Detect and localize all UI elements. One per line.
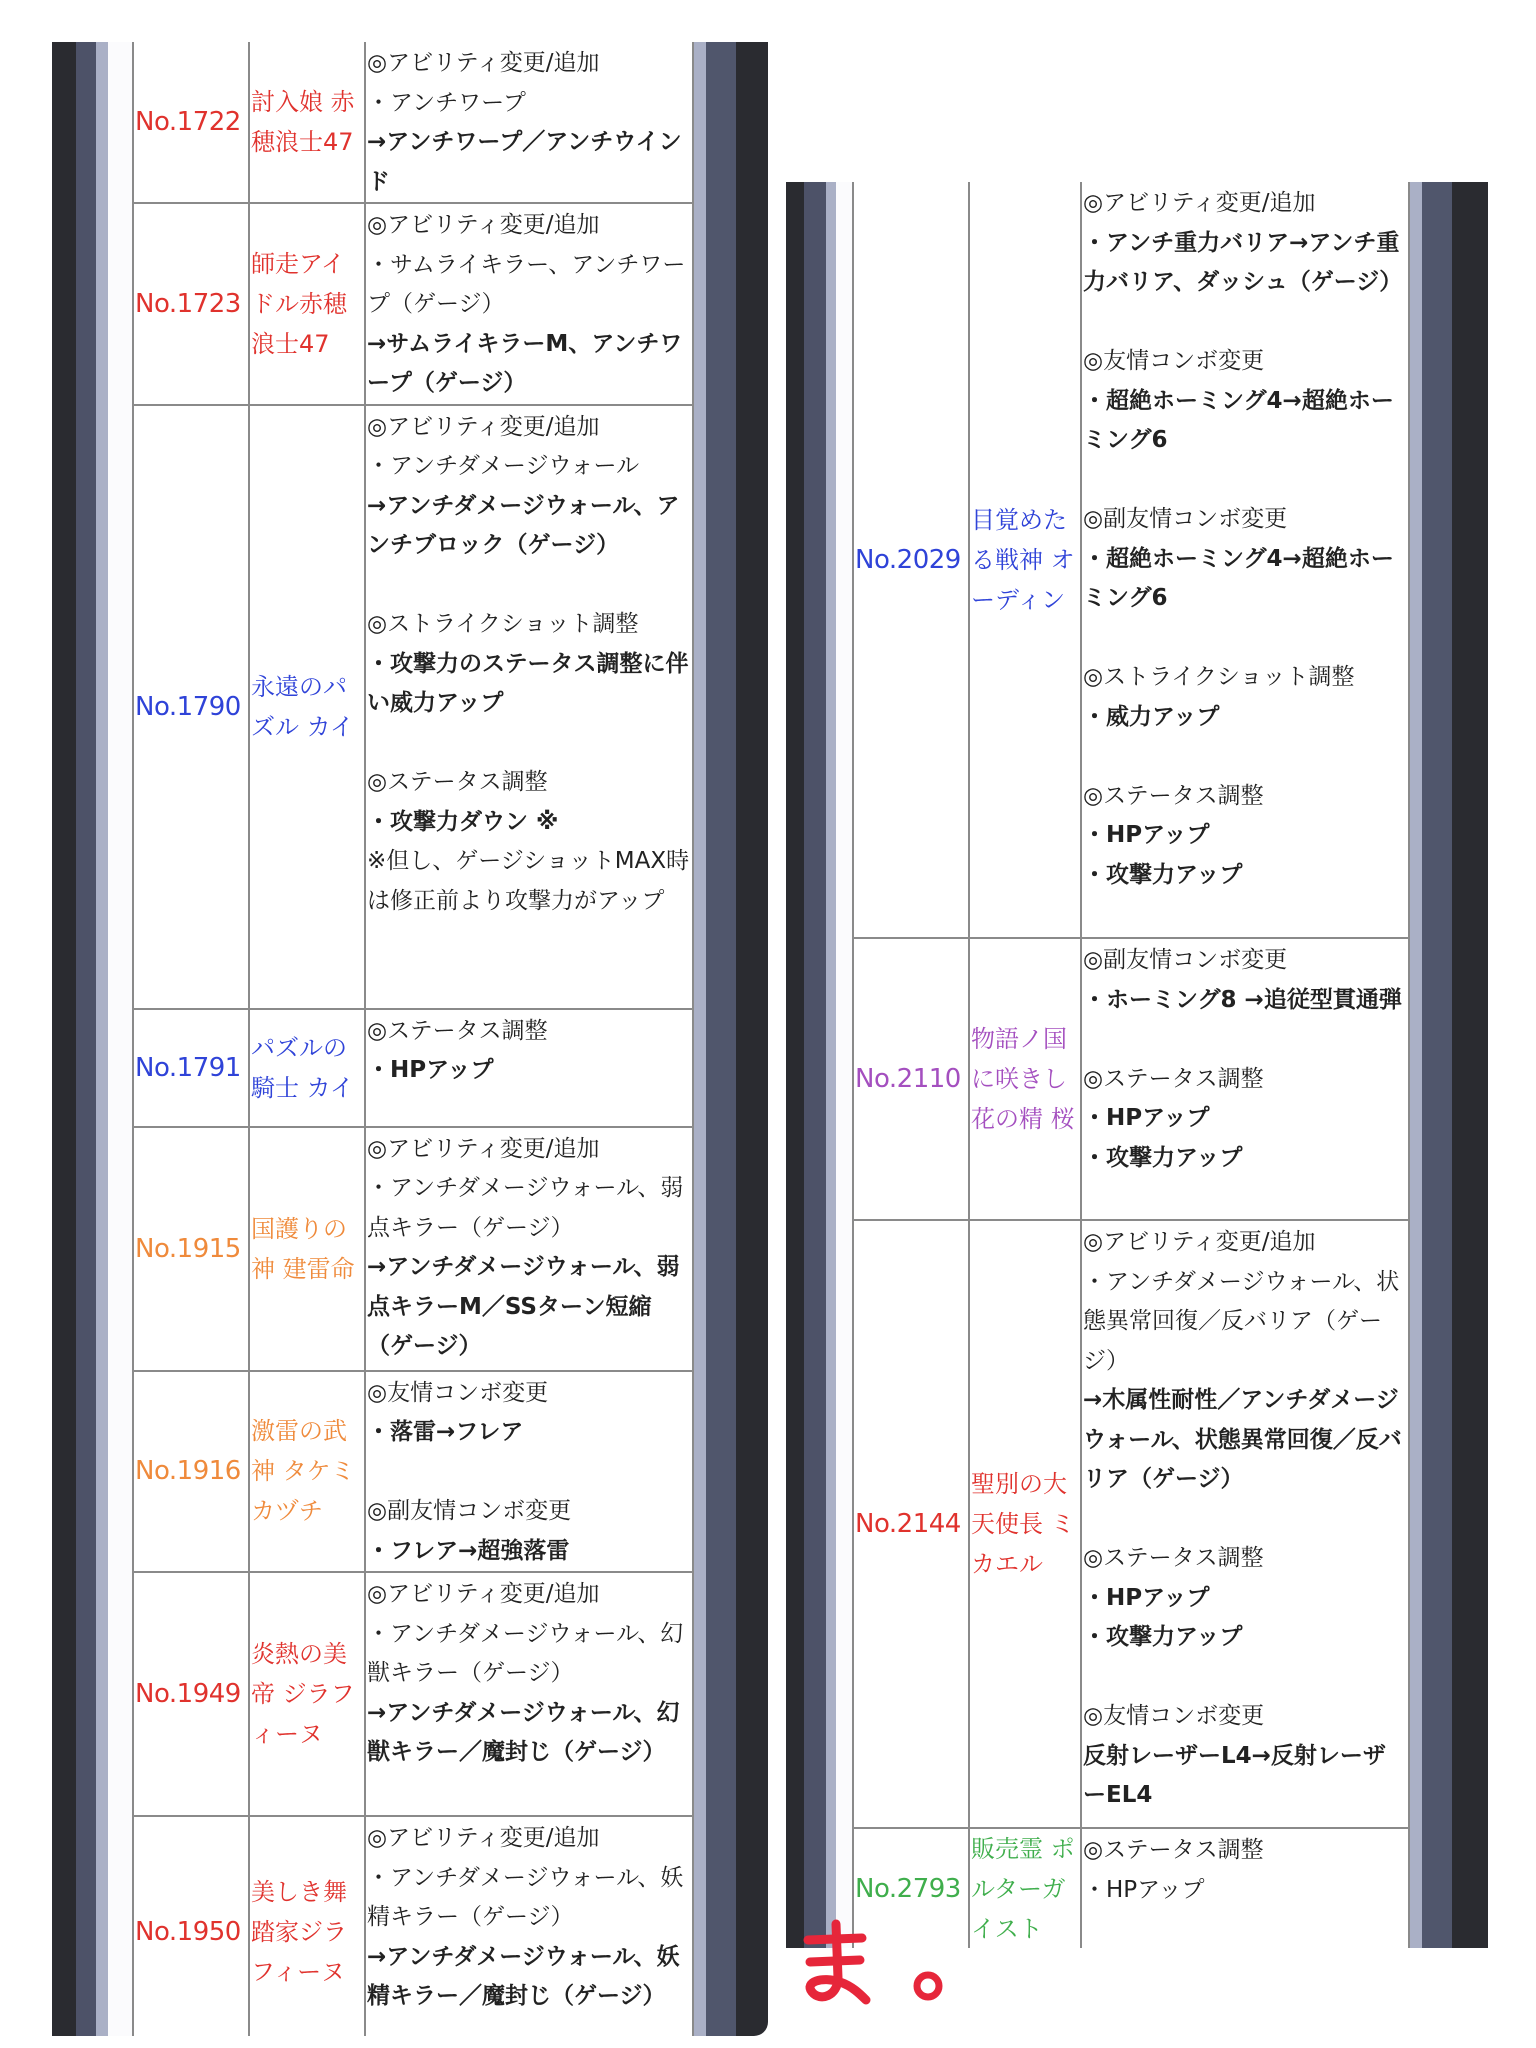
change-line: ◎アビリティ変更/追加 [367,413,600,440]
left-white-band [108,42,132,2036]
table-row [133,42,693,203]
spacer [1083,737,1407,777]
character-number[interactable]: No.1722 [133,42,249,203]
change-details [1081,182,1409,938]
character-name[interactable]: 聖別の大天使長 ミカエル [969,1220,1081,1828]
spacer [367,566,691,606]
change-line: ◎アビリティ変更/追加 [367,1581,600,1607]
right-character-table [852,182,1408,1948]
handwritten-ma-signature [800,1918,960,2013]
change-line: ・アンチダメージウォール、幻獣キラー（ゲージ） [367,1620,684,1686]
change-line: ・攻撃力ダウン ※ [367,808,559,835]
right-dark-band [1452,182,1488,1948]
character-name[interactable]: 目覚めたる戦神 オーディン [969,182,1081,938]
change-line: ◎アビリティ変更/追加 [367,1135,600,1162]
change-details [1081,938,1409,1220]
table-row [133,1009,693,1127]
change-line: ・アンチワープ [367,89,526,116]
character-number[interactable]: No.2144 [853,1220,969,1828]
change-line: ・攻撃力アップ [1083,861,1243,888]
change-details [365,1816,693,2036]
change-line: ◎ストライクショット調整 [367,611,639,637]
change-line: ◎ステータス調整 [367,769,548,795]
change-line: ・アンチダメージウォール、弱点キラー（ゲージ） [367,1175,684,1241]
change-line: ・アンチダメージウォール、妖精キラー（ゲージ） [367,1864,684,1930]
change-details [365,42,693,203]
change-line: →木属性耐性／アンチダメージウォール、状態異常回復／反バリア（ゲージ） [1083,1387,1402,1492]
left-dark-band [52,42,76,2036]
change-line: ・HPアップ [1083,1876,1205,1903]
right-dark-band [736,42,768,2036]
table-row [133,1371,693,1573]
left-slate-band [804,182,826,1948]
character-name[interactable]: 激雷の武神 タケミカヅチ [249,1371,365,1573]
character-name[interactable]: パズルの騎士 カイ [249,1009,365,1127]
right-slate-band [1422,182,1452,1948]
change-line: ◎友情コンボ変更 [1083,348,1265,374]
character-number[interactable]: No.1791 [133,1009,249,1127]
character-number[interactable]: No.1915 [133,1127,249,1371]
change-line: ※但し、ゲージショットMAX時は修正前より攻撃力がアップ [367,848,690,914]
change-line: →サムライキラーM、アンチワープ（ゲージ） [367,330,683,396]
change-details [1081,1828,1409,1948]
table-row [133,1572,693,1816]
change-line: ・超絶ホーミング4→超絶ホーミング6 [1083,387,1394,453]
change-line: ◎ステータス調整 [1083,782,1264,809]
change-line: →アンチダメージウォール、妖精キラー／魔封じ（ゲージ） [367,1943,680,2009]
character-name[interactable]: 美しき舞踏家ジラフィーヌ [249,1816,365,2036]
change-line: ◎アビリティ変更/追加 [1083,1229,1316,1255]
spacer [1083,303,1407,343]
right-slate-band [706,42,736,2036]
left-character-table [132,42,692,2036]
character-number[interactable]: No.1916 [133,1371,249,1573]
change-line: ◎アビリティ変更/追加 [367,212,600,238]
spacer [1083,619,1407,659]
change-details [365,1371,693,1573]
table-row [133,405,693,1009]
spacer [1083,1500,1407,1540]
change-line: ・サムライキラー、アンチワープ（ゲージ） [367,251,686,317]
table-row [133,203,693,405]
table-row [853,1220,1409,1828]
character-number[interactable]: No.1950 [133,1816,249,2036]
change-line: ・攻撃力アップ [1083,1624,1243,1650]
change-details [365,203,693,405]
character-number[interactable]: No.1790 [133,405,249,1009]
change-line: →アンチワープ／アンチウインド [367,129,682,195]
change-line: ・アンチダメージウォール、状態異常回復／反バリア（ゲージ） [1083,1268,1400,1374]
character-name[interactable]: 国護りの神 建雷命 [249,1127,365,1371]
character-number[interactable]: No.1723 [133,203,249,405]
character-name[interactable]: 物語ノ国に咲きし花の精 桜 [969,938,1081,1220]
change-line: ・攻撃力のステータス調整に伴い威力アップ [367,650,689,716]
change-details [365,1127,693,1371]
table-row [133,1816,693,2036]
change-line: ◎副友情コンボ変更 [367,1498,572,1524]
character-name[interactable]: 討入娘 赤穂浪士47 [249,42,365,203]
right-light-band [1408,182,1422,1948]
table-row [133,1127,693,1371]
change-line: ◎ストライクショット調整 [1083,664,1355,690]
character-name[interactable]: 販売霊 ポルターガイスト [969,1828,1081,1948]
change-details [365,405,693,1009]
change-line: ・超絶ホーミング4→超絶ホーミング6 [1083,545,1394,611]
character-name[interactable]: 師走アイドル赤穂浪士47 [249,203,365,405]
change-line: ◎副友情コンボ変更 [1083,506,1288,532]
spacer [1083,461,1407,501]
character-name[interactable]: 炎熱の美帝 ジラフィーヌ [249,1572,365,1816]
change-line: ・HPアップ [1083,1584,1210,1611]
change-line: →アンチダメージウォール、アンチブロック（ゲージ） [367,492,680,558]
change-line: →アンチダメージウォール、弱点キラーM／SSターン短縮（ゲージ） [367,1254,680,1359]
left-white-band [836,182,852,1948]
character-name[interactable]: 永遠のパズル カイ [249,405,365,1009]
change-line: ◎アビリティ変更/追加 [1083,190,1316,216]
change-line: ・フレア→超強落雷 [367,1537,570,1564]
change-line: ・ホーミング8 →追従型貫通弾 [1083,986,1402,1013]
spacer [1083,1658,1407,1698]
change-line: ・落雷→フレア [367,1419,524,1445]
change-line: ◎アビリティ変更/追加 [367,1825,600,1851]
change-line: ・HPアップ [367,1057,494,1083]
character-number[interactable]: No.2029 [853,182,969,938]
change-line: ◎副友情コンボ変更 [1083,947,1288,973]
left-slate-band [76,42,96,2036]
change-line: ・HPアップ [1083,1105,1210,1131]
left-light-band [96,42,108,2036]
change-line: ◎ステータス調整 [1083,1545,1264,1571]
left-light-band [826,182,836,1948]
table-row [853,182,1409,938]
change-line: ・攻撃力アップ [1083,1144,1243,1171]
change-line: 反射レーザーL4→反射レーザーEL4 [1083,1742,1386,1808]
change-line: ◎ステータス調整 [1083,1837,1264,1863]
change-details [365,1009,693,1127]
change-line: ◎友情コンボ変更 [1083,1703,1265,1729]
spacer [367,724,691,764]
left-screenshot [52,42,768,2036]
table-row [853,938,1409,1220]
character-number[interactable]: No.2793 [853,1828,969,1948]
change-line: ◎ステータス調整 [1083,1065,1264,1092]
change-line: ・HPアップ [1083,822,1210,848]
change-details [1081,1220,1409,1828]
right-light-band [692,42,706,2036]
right-screenshot [786,182,1488,1948]
spacer [1083,1020,1407,1060]
change-line: ◎アビリティ変更/追加 [367,50,600,76]
change-line: ・アンチダメージウォール [367,453,640,479]
change-line: ◎ステータス調整 [367,1017,548,1044]
change-line: ・アンチ重力バリア→アンチ重力バリア、ダッシュ（ゲージ） [1083,229,1403,295]
change-line: ・威力アップ [1083,703,1220,730]
character-number[interactable]: No.1949 [133,1572,249,1816]
left-dark-band [786,182,804,1948]
character-number[interactable]: No.2110 [853,938,969,1220]
spacer [367,1453,691,1493]
change-line: →アンチダメージウォール、幻獣キラー／魔封じ（ゲージ） [367,1699,680,1765]
change-details [365,1572,693,1816]
change-line: ◎友情コンボ変更 [367,1379,549,1406]
